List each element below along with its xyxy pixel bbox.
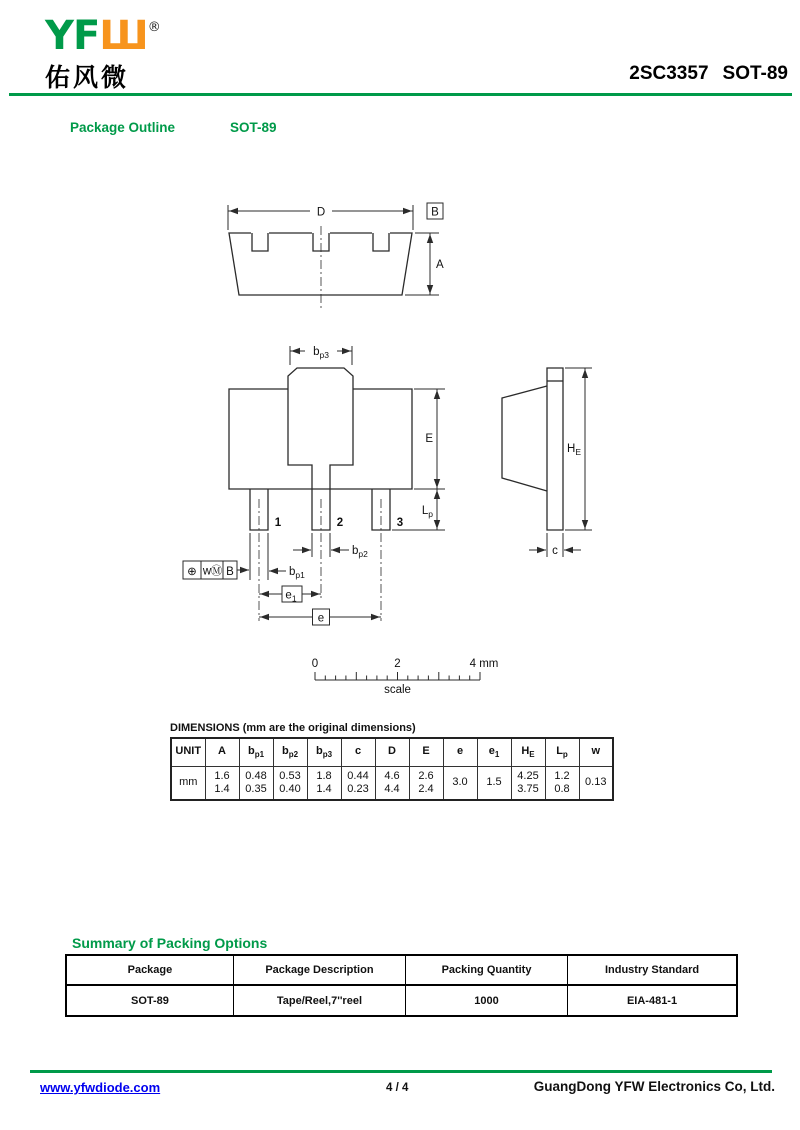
dim-label-A: A	[436, 259, 444, 271]
col-bp1: $b_{p1}$	[239, 738, 273, 767]
dimensions-table-title: DIMENSIONS (mm are the original dimensions)	[170, 722, 416, 734]
value-cell-e1: 1.5	[477, 767, 511, 801]
mmc-modifier-icon: Ⓜ	[210, 565, 223, 578]
col-bp2: $b_{p2}$	[273, 738, 307, 767]
package-outline-drawing	[140, 190, 660, 710]
dimensions-header-row	[171, 738, 613, 767]
pin-1-label: 1	[274, 517, 282, 529]
col-e: e	[443, 738, 477, 767]
position-tolerance-icon: ⊕	[187, 566, 197, 578]
unit-cell: mm	[171, 767, 205, 801]
packing-col-package: Package	[66, 955, 233, 985]
registered-trademark-icon: ®	[147, 20, 161, 35]
header-divider	[9, 93, 792, 96]
scale-caption: scale	[384, 684, 411, 696]
package-type: SOT-89	[722, 63, 788, 84]
value-cell-w: 0.13	[579, 767, 613, 801]
dim-label-e1: $e_1$	[285, 589, 297, 604]
value-cell-E: 2.6 2.4	[409, 767, 443, 801]
pin-3-label: 3	[396, 517, 404, 529]
logo-w-glyph: Ш	[99, 13, 148, 59]
col-unit: UNIT	[171, 738, 205, 767]
dim-label-bp3: $b_{p3}$	[313, 346, 329, 360]
packing-col-standard: Industry Standard	[568, 955, 737, 985]
tolerance-w-label: w	[202, 565, 212, 578]
dim-label-bp1: $b_{p1}$	[289, 566, 305, 580]
packing-quantity-value: 1000	[406, 985, 568, 1016]
logo-yf-text: YF	[45, 13, 100, 59]
website-link[interactable]: www.yfwdiode.com	[40, 1080, 161, 1095]
packing-description-value: Tape/Reel,7''reel	[233, 985, 405, 1016]
col-w: w	[579, 738, 613, 767]
dim-label-D: D	[316, 206, 326, 219]
scale-2-label: 2	[394, 658, 401, 670]
col-e1: $e_1$	[477, 738, 511, 767]
dim-label-bp2: $b_{p2}$	[352, 545, 368, 559]
part-number: 2SC3357	[629, 63, 709, 84]
packing-standard-value: EIA-481-1	[568, 985, 737, 1016]
value-cell-HE: 4.25 3.75	[511, 767, 545, 801]
dim-label-E: E	[425, 433, 433, 445]
dim-label-HE: $H_E$	[567, 443, 581, 457]
datum-ref-B: B	[226, 566, 234, 578]
packing-data-row	[66, 985, 737, 1016]
value-cell-e: 3.0	[443, 767, 477, 801]
logo-chinese-text: 佑风微	[45, 63, 130, 92]
dimensions-table	[170, 737, 614, 801]
front-view	[183, 346, 445, 625]
packing-package-value: SOT-89	[66, 985, 233, 1016]
dim-label-Lp: $L_p$	[421, 505, 433, 519]
value-cell-bp1: 0.48 0.35	[239, 767, 273, 801]
gdt-feature-control-frame	[183, 561, 249, 579]
packing-header-row	[66, 955, 737, 985]
pin-2-label: 2	[336, 517, 344, 529]
dimensions-value-row	[171, 767, 613, 801]
col-c: c	[341, 738, 375, 767]
dim-label-e: e	[317, 612, 325, 625]
col-bp3: $b_{p3}$	[307, 738, 341, 767]
scale-0-label: 0	[311, 658, 319, 670]
value-cell-D: 4.6 4.4	[375, 767, 409, 801]
col-A: A	[205, 738, 239, 767]
side-view	[502, 368, 592, 557]
logo-wordmark	[45, 8, 161, 59]
company-name: GuangDong YFW Electronics Co, Ltd.	[533, 1079, 775, 1094]
packing-col-description: Package Description	[233, 955, 405, 985]
yfw-logo	[45, 8, 161, 94]
top-view	[228, 203, 444, 308]
section-package-name: SOT-89	[230, 120, 277, 135]
section-title-package-outline: Package Outline	[70, 120, 176, 135]
col-E: E	[409, 738, 443, 767]
col-Lp: $L_p$	[545, 738, 579, 767]
datum-label-B: B	[431, 206, 439, 219]
page-title	[629, 63, 788, 85]
packing-section-title: Summary of Packing Options	[72, 935, 268, 951]
value-cell-c: 0.44 0.23	[341, 767, 375, 801]
footer-divider	[30, 1070, 772, 1073]
dim-label-c: c	[552, 545, 558, 557]
value-cell-bp2: 0.53 0.40	[273, 767, 307, 801]
page-number: 4 / 4	[386, 1082, 409, 1094]
packing-table	[65, 954, 738, 1017]
packing-col-quantity: Packing Quantity	[406, 955, 568, 985]
col-HE: $H_E$	[511, 738, 545, 767]
col-D: D	[375, 738, 409, 767]
scale-4mm-label: 4 mm	[469, 658, 499, 670]
scale-bar	[312, 658, 499, 696]
value-cell-A: 1.6 1.4	[205, 767, 239, 801]
value-cell-bp3: 1.8 1.4	[307, 767, 341, 801]
value-cell-Lp: 1.2 0.8	[545, 767, 579, 801]
